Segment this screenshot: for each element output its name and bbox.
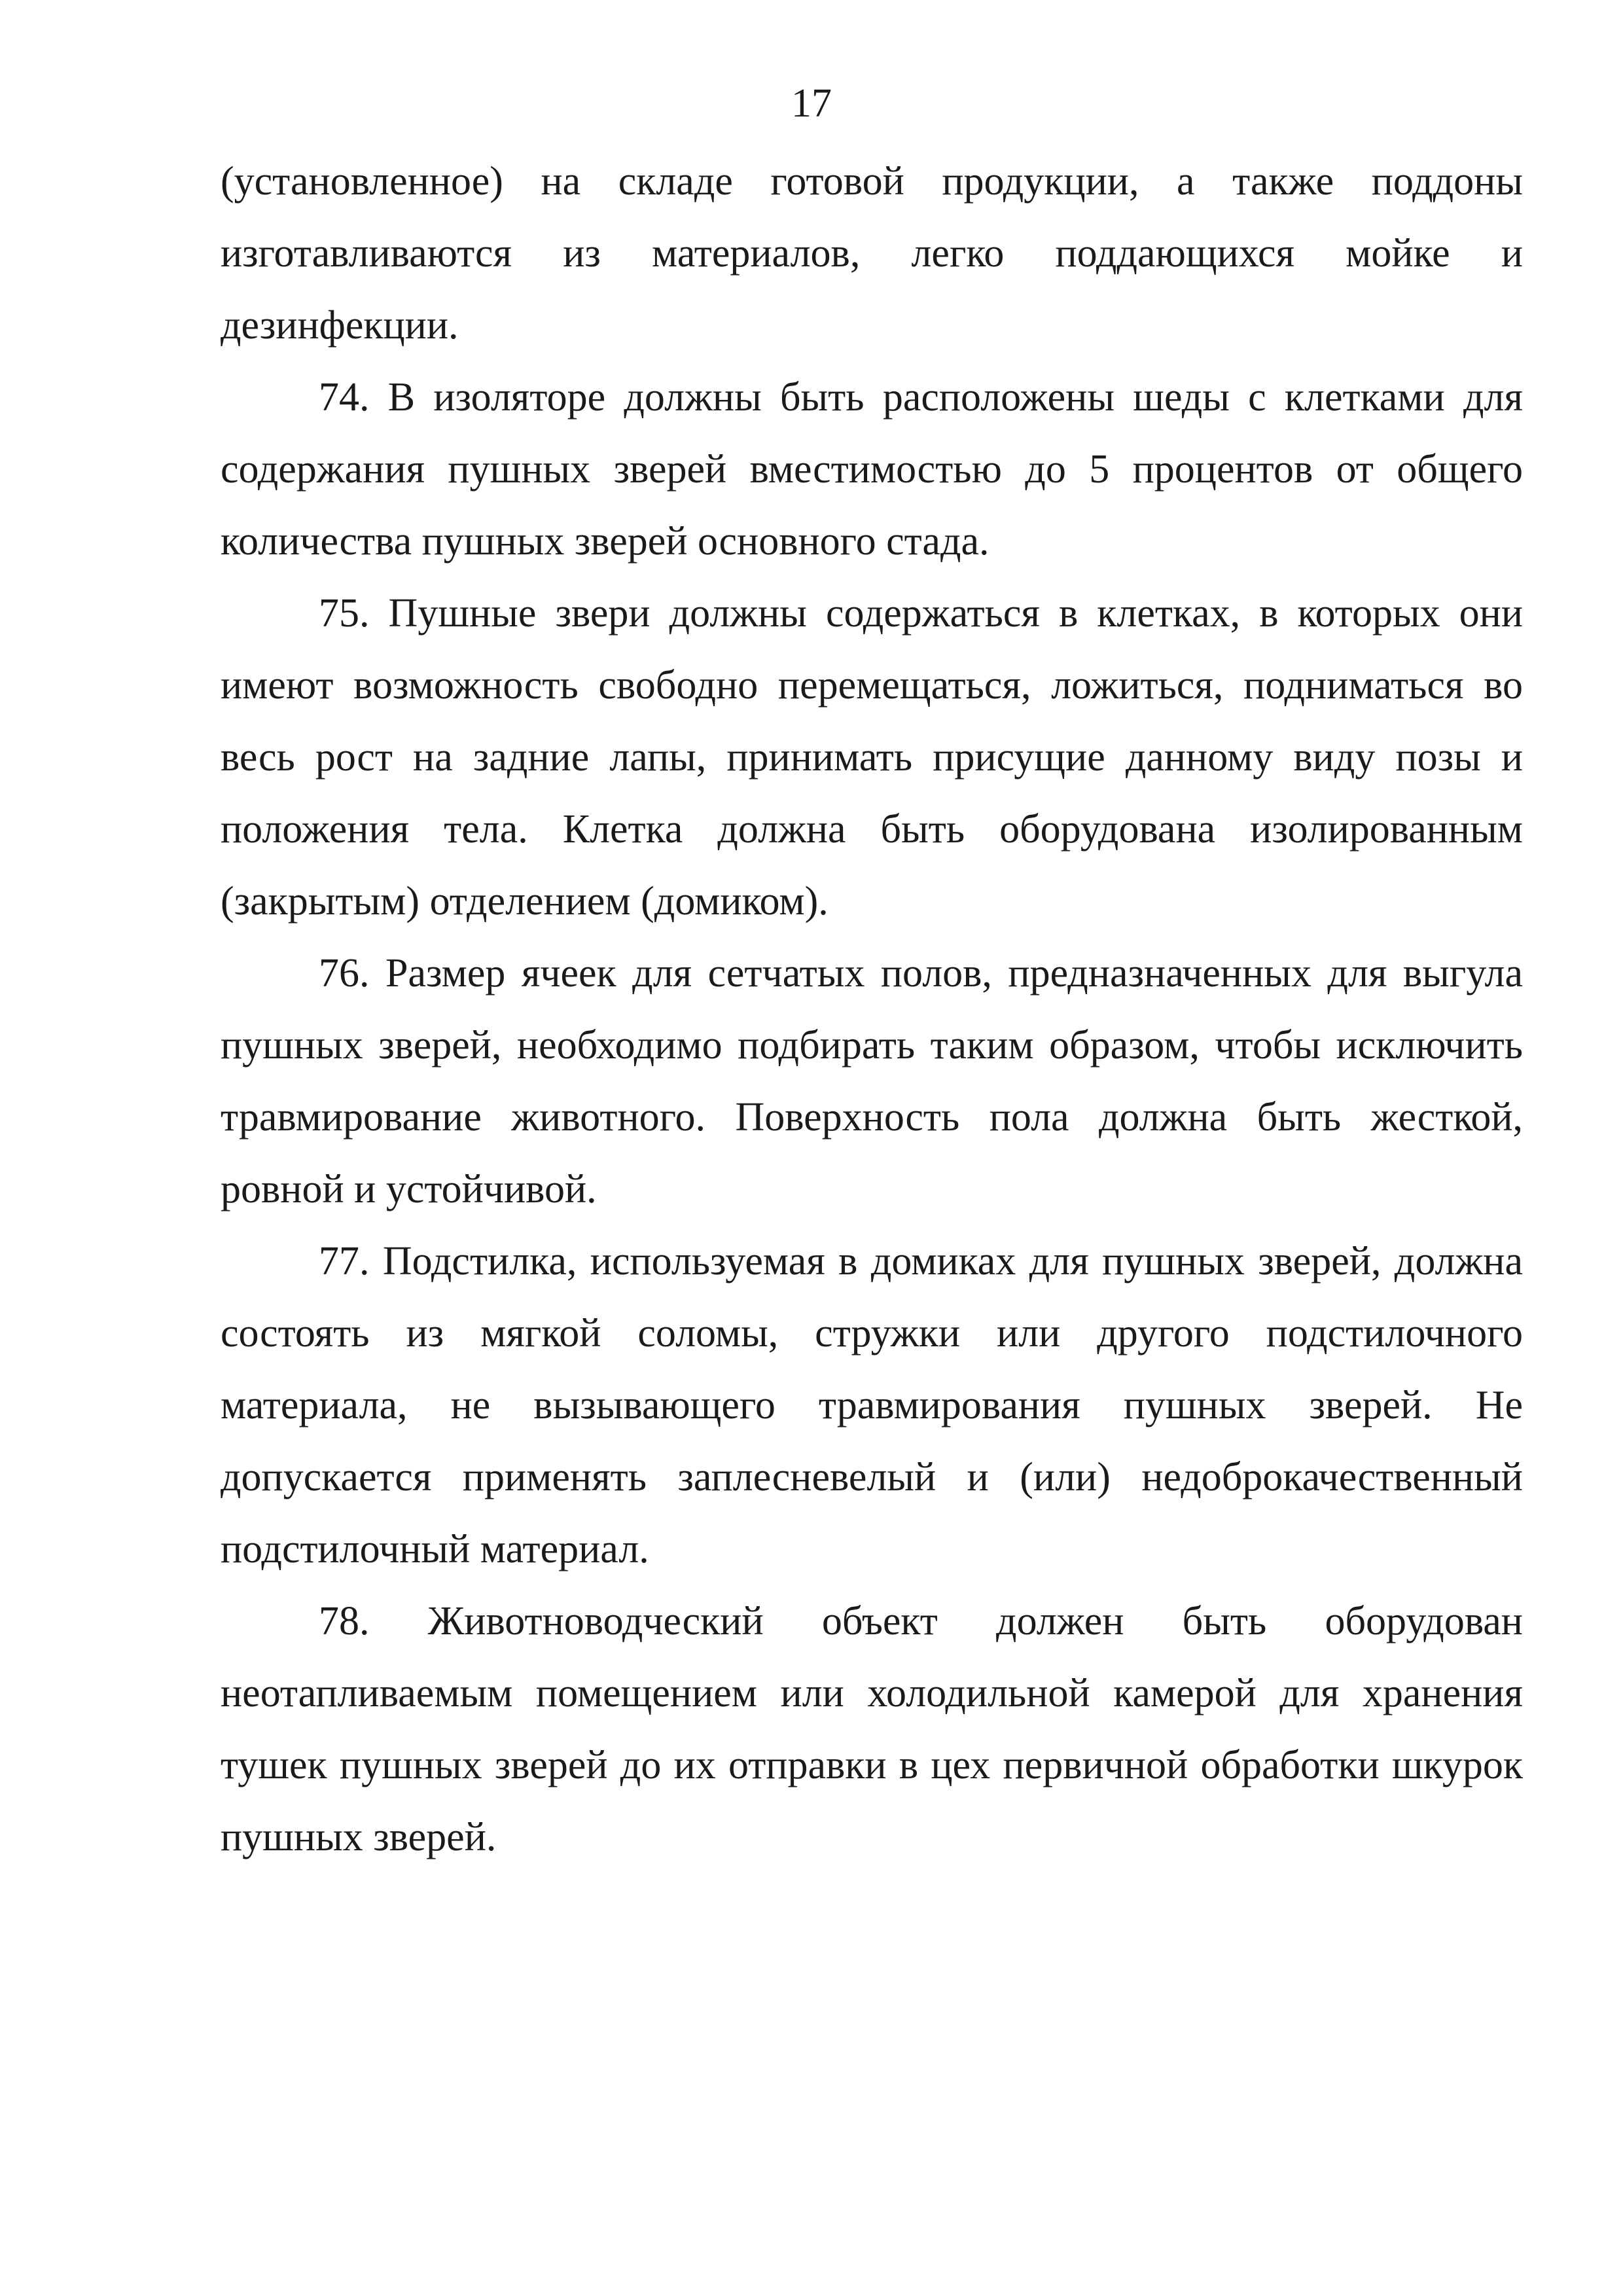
page-number: 17 bbox=[791, 81, 832, 126]
document-body bbox=[221, 145, 1523, 1873]
paragraph-76: 76. Размер ячеек для сетчатых полов, предназначенных для выгула пушных зверей, необходимо подбирать таким образом, чтобы исключить травмирование животного. Поверхность пола должна быть жесткой, ровной и устойчивой. bbox=[221, 951, 1523, 1211]
paragraph-77: 77. Подстилка, используемая в домиках для пушных зверей, должна состоять из мягкой соломы, стружки или другого подстилочного материала, не вызывающего травмирования пушных зверей. Не допускается применять заплесневелый и (или) недоброкачественный подстилочный материал. bbox=[221, 1239, 1523, 1571]
paragraph-74: 74. В изоляторе должны быть расположены шеды с клетками для содержания пушных зверей вместимостью до 5 процентов от общего количества пушных зверей основного стада. bbox=[221, 375, 1523, 564]
paragraph-78: 78. Животноводческий объект должен быть оборудован неотапливаемым помещением или холодильной камерой для хранения тушек пушных зверей до их отправки в цех первичной обработки шкурок пушных зверей. bbox=[221, 1599, 1523, 1859]
paragraph-75: 75. Пушные звери должны содержаться в клетках, в которых они имеют возможность свободно перемещаться, ложиться, подниматься во весь рост на задние лапы, принимать присущие данному виду позы и положения тела. Клетка должна быть оборудована изолированным (закрытым) отделением (домиком). bbox=[221, 591, 1523, 924]
paragraph-continuation: (установленное) на складе готовой продукции, а также поддоны изготавливаются из материалов, легко поддающихся мойке и дезинфекции. bbox=[221, 159, 1523, 348]
